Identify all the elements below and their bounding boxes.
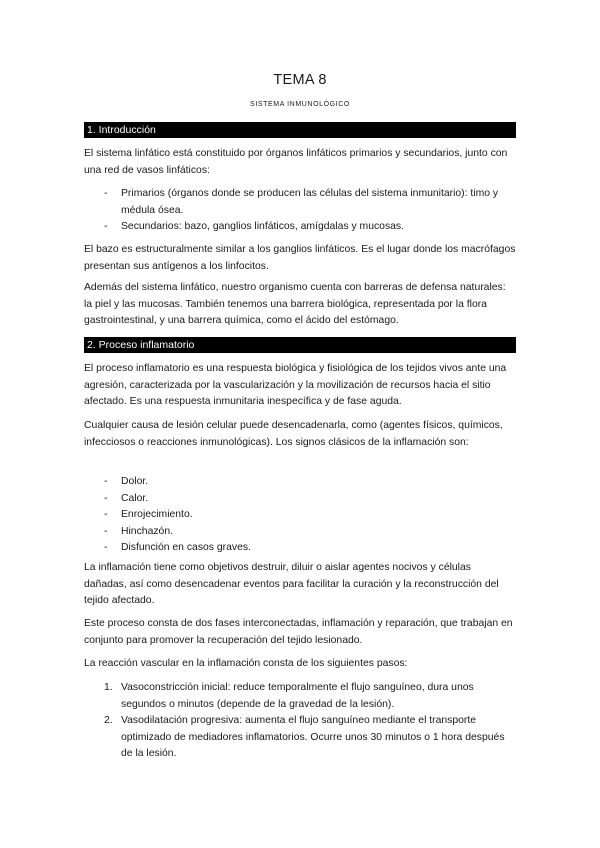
dash-marker: -: [104, 492, 108, 504]
paragraph: La inflamación tiene como objetivos destruir, diluir o aislar agentes nocivos y células dañadas, así como desencadenar eventos para facilitar la curación y la reconstrucción del tejido afectado.: [84, 562, 499, 607]
section-heading-introduccion: 1. Introducción: [84, 122, 516, 138]
list-item: - Secundarios: bazo, ganglios linfáticos, amígdalas y mucosas.: [84, 219, 516, 236]
paragraph: Este proceso consta de dos fases interconectadas, inflamación y reparación, que trabajan en conjunto para promover la recuperación del tejido lesionado.: [84, 618, 513, 646]
paragraph: Además del sistema linfático, nuestro organismo cuenta con barreras de defensa naturales: la piel y las mucosas. También tenemos una barrera biológica, representada por la flora gastrointestinal, y una barrera química, como el ácido del estómago.: [84, 282, 506, 327]
list-item: - Enrojecimiento.: [84, 507, 516, 524]
page-subtitle: SISTEMA INMUNOLÓGICO: [250, 101, 350, 108]
list-item: 2. Vasodilatación progresiva: aumenta el flujo sanguíneo mediante el transporte optimizado de mediadores inflamatorios. Ocurre unos 30 minutos o 1 hora después de la lesión.: [104, 715, 505, 760]
number-marker: 1.: [104, 682, 113, 693]
dash-marker: -: [104, 476, 108, 487]
dash-marker: -: [104, 188, 108, 199]
list-item: 1. Vasoconstricción inicial: reduce temporalmente el flujo sanguíneo, dura unos segundos o minutos (depende de la gravedad de la lesión).: [104, 682, 474, 710]
number-marker: 2.: [104, 715, 113, 727]
list-item: - Primarios (órganos donde se producen las células del sistema inmunitario): timo y médula ósea.: [104, 188, 499, 216]
bullet-list: [84, 186, 516, 236]
section-heading-proceso-inflamatorio: 2. Proceso inflamatorio: [84, 337, 516, 353]
list-item: - Calor.: [84, 491, 516, 508]
dash-marker: -: [104, 525, 108, 537]
list-item: - Hinchazón.: [84, 524, 516, 541]
numbered-list: [84, 680, 516, 763]
list-item: - Disfunción en casos graves.: [84, 540, 516, 557]
list-item: - Dolor.: [84, 474, 516, 491]
paragraph: La reacción vascular en la inflamación consta de los siguientes pasos:: [84, 658, 408, 669]
paragraph: El proceso inflamatorio es una respuesta biológica y fisiológica de los tejidos vivos ante una agresión, caracterizada por la vascularización y la movilización de recursos hacia el sitio afectado. Es una respuesta inmunitaria inespecífica y de fase aguda.: [84, 363, 507, 408]
paragraph: El sistema linfático está constituido por órganos linfáticos primarios y secundarios, junto con una red de vasos linfáticos:: [84, 148, 508, 176]
paragraph: Cualquier causa de lesión celular puede desencadenarla, como (agentes físicos, químicos, infecciosos o reacciones inmunológicas). Los signos clásicos de la inflamación son:: [84, 420, 503, 448]
page-title: TEMA 8: [273, 72, 327, 88]
bullet-list: [84, 474, 516, 557]
dash-marker: -: [104, 509, 108, 521]
paragraph: El bazo es estructuralmente similar a los ganglios linfáticos. Es el lugar donde los macrófagos presentan sus antígenos a los linfocitos.: [84, 244, 516, 272]
dash-marker: -: [104, 542, 108, 554]
dash-marker: -: [104, 221, 108, 233]
